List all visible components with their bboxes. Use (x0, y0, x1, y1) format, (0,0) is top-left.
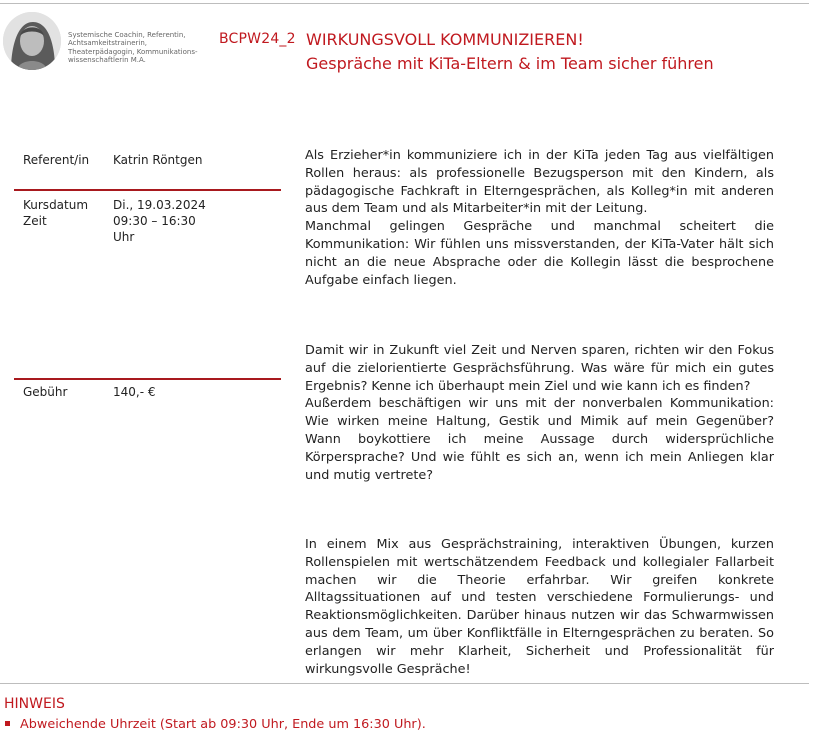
gebuehr-value: 140,- € (113, 385, 156, 399)
speaker-photo (3, 12, 61, 70)
gebuehr-label: Gebühr (23, 385, 68, 399)
bio-line: Theaterpädagogin, Kommunikations- (68, 47, 198, 56)
speaker-bio (68, 31, 218, 65)
speaker-portrait-icon (3, 12, 61, 70)
description-paragraph: Damit wir in Zukunft viel Zeit und Nerven sparen, richten wir den Fokus auf die zielorientierte Gesprächsführung. Was wäre für mich ein gutes Ergebnis? Kenne ich überhaupt mein Ziel und wie kann ich es finden? (305, 343, 774, 394)
bio-line: Systemische Coachin, Referentin, (68, 31, 186, 39)
zeit-value-unit: Uhr (113, 230, 135, 244)
description-paragraph: In einem Mix aus Gesprächstraining, interaktiven Übungen, kurzen Rollenspielen mit wertschätzendem Feedback und kollegialer Fallarbeit machen wir die Theorie erfahrbar. Wir greifen konkrete Alltagssituationen auf und testen verschiedene Formulierungs- und Reaktionsmöglichkeiten. Darüber hinaus nutzen wir das Schwarmwissen aus dem Team, um über Konfliktfälle in Elterngesprächen zu beraten. So erlangen wir mehr Klarheit, Sicherheit und Professionalität für wirkungsvolle Gespräche! (305, 537, 774, 677)
description-paragraph: Als Erzieher*in kommuniziere ich in der KiTa jeden Tag aus vielfältigen Rollen heraus: als professionelle Bezugsperson mit den Kindern, als pädagogische Fachkraft in Elterngesprächen, als Kolleg*in mit anderen aus dem Team und als Mitarbeiter*in mit der Leitung. (305, 148, 774, 217)
zeit-label: Zeit (23, 214, 47, 228)
referent-label: Referent/in (23, 153, 90, 167)
top-divider (0, 3, 809, 4)
course-subtitle: Gespräche mit KiTa-Eltern & im Team sicher führen (306, 54, 714, 73)
details-separator (14, 378, 281, 380)
kursdatum-value: Di., 19.03.2024 (113, 198, 206, 212)
course-code: BCPW24_2 (219, 31, 296, 47)
referent-value: Katrin Röntgen (113, 153, 203, 167)
bullet-icon (5, 721, 10, 726)
kursdatum-label: Kursdatum (23, 198, 89, 212)
hinweis-list-item (5, 717, 426, 732)
description-block-2 (305, 342, 774, 484)
hinweis-heading: HINWEIS (4, 696, 65, 712)
description-block-1 (305, 147, 774, 289)
description-paragraph: Manchmal gelingen Gespräche und manchmal scheitert die Kommunikation: Wir fühlen uns missverstanden, der KiTa-Vater hält sich nicht an die neue Absprache oder die Kollegin lässt die besprochene Aufgabe einfach liegen. (305, 219, 774, 288)
description-paragraph: Außerdem beschäftigen wir uns mit der nonverbalen Kommunikation: Wie wirken meine Haltung, Gestik und Mimik auf mein Gegenüber? Wann boykottiere ich meine Aussage durch widersprüchliche Körpersprache? Und wie fühlt es sich an, wenn ich mein Anliegen klar und mutig vertrete? (305, 396, 774, 483)
description-block-3 (305, 536, 774, 678)
bio-line: Achtsamkeitstrainerin, (68, 39, 147, 48)
course-title: WIRKUNGSVOLL KOMMUNIZIEREN! (306, 30, 584, 49)
details-separator (14, 189, 281, 191)
zeit-value: 09:30 – 16:30 (113, 214, 196, 228)
hinweis-item-text: Abweichende Uhrzeit (Start ab 09:30 Uhr, Ende um 16:30 Uhr). (20, 717, 426, 732)
bottom-divider (0, 683, 809, 684)
bio-line: wissenschaftlerin M.A. (68, 56, 146, 65)
